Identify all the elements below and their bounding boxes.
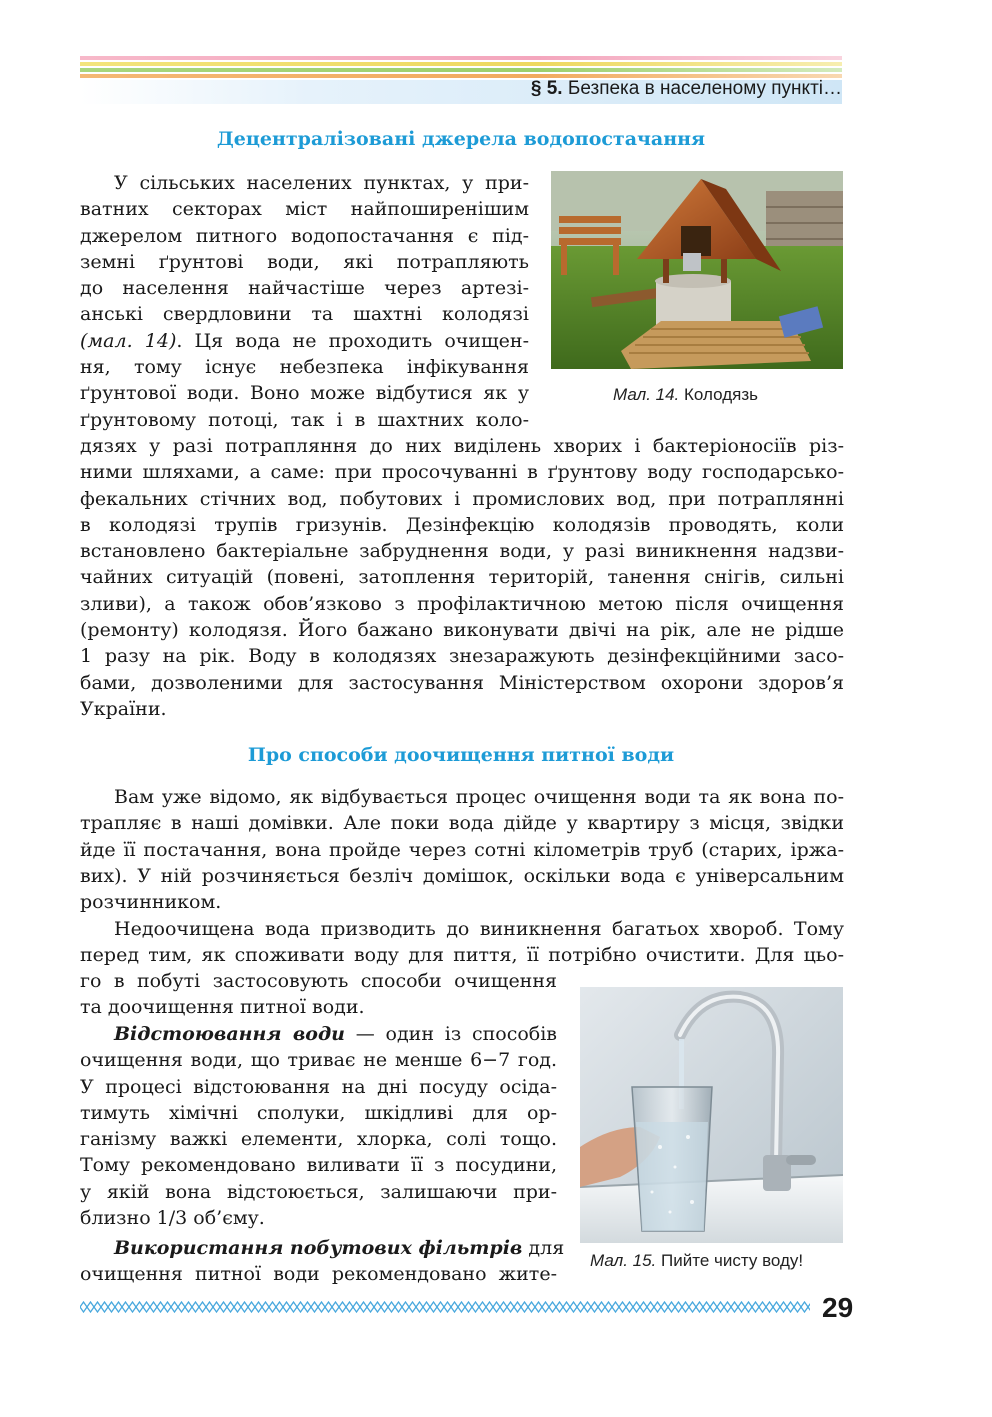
text-line (80, 863, 844, 889)
line-text: зливи), а також обов’язково з профілактичною метою після очищення (80, 592, 844, 615)
text-line (80, 942, 844, 968)
text-line (80, 1235, 565, 1261)
text-line (80, 249, 529, 275)
text-line (80, 407, 529, 433)
line-text: Тому рекомендовано виливати її з посудини, (80, 1154, 557, 1177)
figure14-caption-text: Колодязь (684, 385, 758, 404)
line-text: встановлено бактеріальне забруднення води, у разі виникнення надзви- (80, 540, 844, 563)
text-line (80, 433, 844, 459)
line-text: бами, дозволеними для застосування Міністерством охорони здоров’я (80, 671, 844, 694)
line-text: йде її постачання, вона пройде через сотні кілометрів труб (старих, іржа- (80, 838, 844, 861)
line-text: ґрунтовому потоці, так і в шахтних коло- (80, 408, 529, 431)
text-line (80, 275, 529, 301)
section-number: § 5. (530, 78, 563, 99)
line-text: трапляє в наші домівки. Але поки вода дійде у квартиру з місця, звідки (80, 812, 844, 835)
term: Відстоювання води (114, 1023, 345, 1045)
text-line (80, 696, 844, 722)
line-text: чайних ситуацій (повені, затоплення територій, танення снігів, сильні (80, 566, 844, 589)
text-line (80, 889, 844, 915)
text-line (80, 380, 529, 406)
line-text: дязях у разі потрапляння до них виділень хворих і бактеріоносіїв різ- (80, 435, 844, 457)
text-line (80, 512, 844, 538)
section2-paragraph-1 (80, 784, 844, 915)
line-text: ними шляхами, а саме: при просочуванні в ґрунтову воду господарсько- (80, 461, 844, 484)
text-line (80, 486, 844, 512)
section1-heading: Децентралізовані джерела водопостачання (216, 128, 706, 150)
text-line (80, 1261, 557, 1287)
section2-paragraph-2 (80, 916, 844, 969)
line-text: України. (80, 697, 167, 720)
line-text: для (522, 1237, 565, 1259)
figure-reference: (мал. 14) (80, 329, 177, 352)
line-text: вих). У ній розчиняється безліч домішок, оскільки вода є універсальним (80, 864, 844, 887)
line-text: анські свердловини та шахтні колодязі (80, 303, 529, 326)
figure14-caption-number: Мал. 14. (613, 385, 680, 404)
text-line (80, 170, 529, 196)
text-line (80, 837, 844, 863)
line-text: перед тим, як споживати воду для пиття, її потрібно очистити. Для цьо- (80, 944, 844, 967)
footer-wave-decoration (80, 1300, 810, 1314)
line-text: У сільських населених пунктах, у при- (114, 172, 529, 194)
well-photo (551, 171, 843, 369)
text-line (80, 328, 529, 354)
text-line (80, 670, 844, 696)
line-text: фекальних стічних вод, побутових і промислових вод, при потраплянні (80, 487, 844, 510)
line-text: . Ця вода не проходить очищен- (176, 329, 529, 352)
text-line (80, 564, 844, 590)
line-text: у якій вона відстоюється, залишаючи при- (80, 1180, 557, 1203)
line-text: очищення питної води рекомендовано жите- (80, 1263, 557, 1286)
line-text: земні ґрунтові води, які потрапляють (80, 250, 529, 273)
line-text: У процесі відстоювання на дні посуду осіда- (80, 1075, 557, 1098)
section1-paragraph-wrapped (80, 170, 529, 433)
figure15-caption-number: Мал. 15. (590, 1251, 657, 1270)
line-text: в колодязі трупів гризунів. Дезінфекцію колодязів проводять, коли (80, 513, 844, 536)
figure14-caption (613, 385, 758, 405)
water-glass-photo (580, 987, 843, 1243)
line-text: ґрунтової води. Воно може відбутися як у (80, 382, 529, 405)
line-text: близно 1/3 об’єму. (80, 1207, 265, 1230)
section-title: Безпека в населеному пункті… (567, 78, 842, 99)
header-stripe-yellow (80, 62, 842, 66)
line-text: джерелом питного водопостачання є під- (80, 224, 529, 247)
header-stripe-pink (80, 56, 842, 60)
line-text: ватних секторах міст найпоширенішим (80, 198, 529, 221)
line-text: ганізму важкі елементи, хлорка, солі тощо. (80, 1128, 557, 1151)
line-text: очищення води, що триває не менше 6−7 год. (80, 1049, 557, 1072)
text-line (80, 1179, 557, 1205)
section1-paragraph-full (80, 433, 844, 722)
text-line (80, 1152, 557, 1178)
section2-paragraph-3 (80, 1021, 557, 1231)
text-line (80, 784, 844, 810)
text-line (80, 301, 529, 327)
text-line (80, 643, 844, 669)
text-line (80, 1021, 557, 1047)
line-text: Вам уже відомо, як відбувається процес очищення води та як вона по- (114, 786, 844, 808)
text-line (80, 916, 844, 942)
text-line (80, 810, 844, 836)
term: Використання побутових фільтрів (114, 1237, 523, 1259)
text-line (80, 968, 557, 994)
text-line (80, 617, 844, 643)
line-text: Недоочищена вода призводить до виникнення багатьох хвороб. Тому (114, 918, 844, 940)
section2-heading: Про способи доочищення питної води (247, 744, 675, 766)
line-text: та доочищення питної води. (80, 996, 365, 1019)
text-line (80, 1047, 557, 1073)
text-line (80, 1074, 557, 1100)
line-text: 1 разу на рік. Воду в колодязях знезаражують дезінфекційними засо- (80, 645, 844, 668)
line-text: розчинником. (80, 891, 222, 914)
text-line (80, 1126, 557, 1152)
running-head (531, 78, 842, 100)
figure15-caption (590, 1251, 803, 1271)
text-line (80, 994, 557, 1020)
text-line (80, 538, 844, 564)
line-text: до населення найчастіше через артезі- (80, 277, 529, 300)
text-line (80, 354, 529, 380)
line-text: (ремонту) колодязя. Його бажано виконувати двічі на рік, але не рідше (80, 619, 844, 642)
page-number: 29 (822, 1292, 854, 1323)
text-line (80, 1100, 557, 1126)
text-line (80, 1205, 557, 1231)
text-line (80, 459, 844, 485)
text-line (80, 196, 529, 222)
line-text: го в побуті застосовують способи очищення (80, 970, 557, 992)
section2-paragraph-2-wrapped (80, 968, 557, 1021)
header-stripe-green (80, 68, 842, 72)
figure15-caption-text: Пийте чисту воду! (661, 1251, 804, 1270)
line-text: тимуть хімічні сполуки, шкідливі для ор- (80, 1101, 557, 1124)
section2-paragraph-4 (80, 1235, 565, 1288)
line-text: ня, тому існує небезпека інфікування (80, 356, 529, 379)
line-text: — один із способів (345, 1023, 557, 1045)
text-line (80, 223, 529, 249)
text-line (80, 591, 844, 617)
